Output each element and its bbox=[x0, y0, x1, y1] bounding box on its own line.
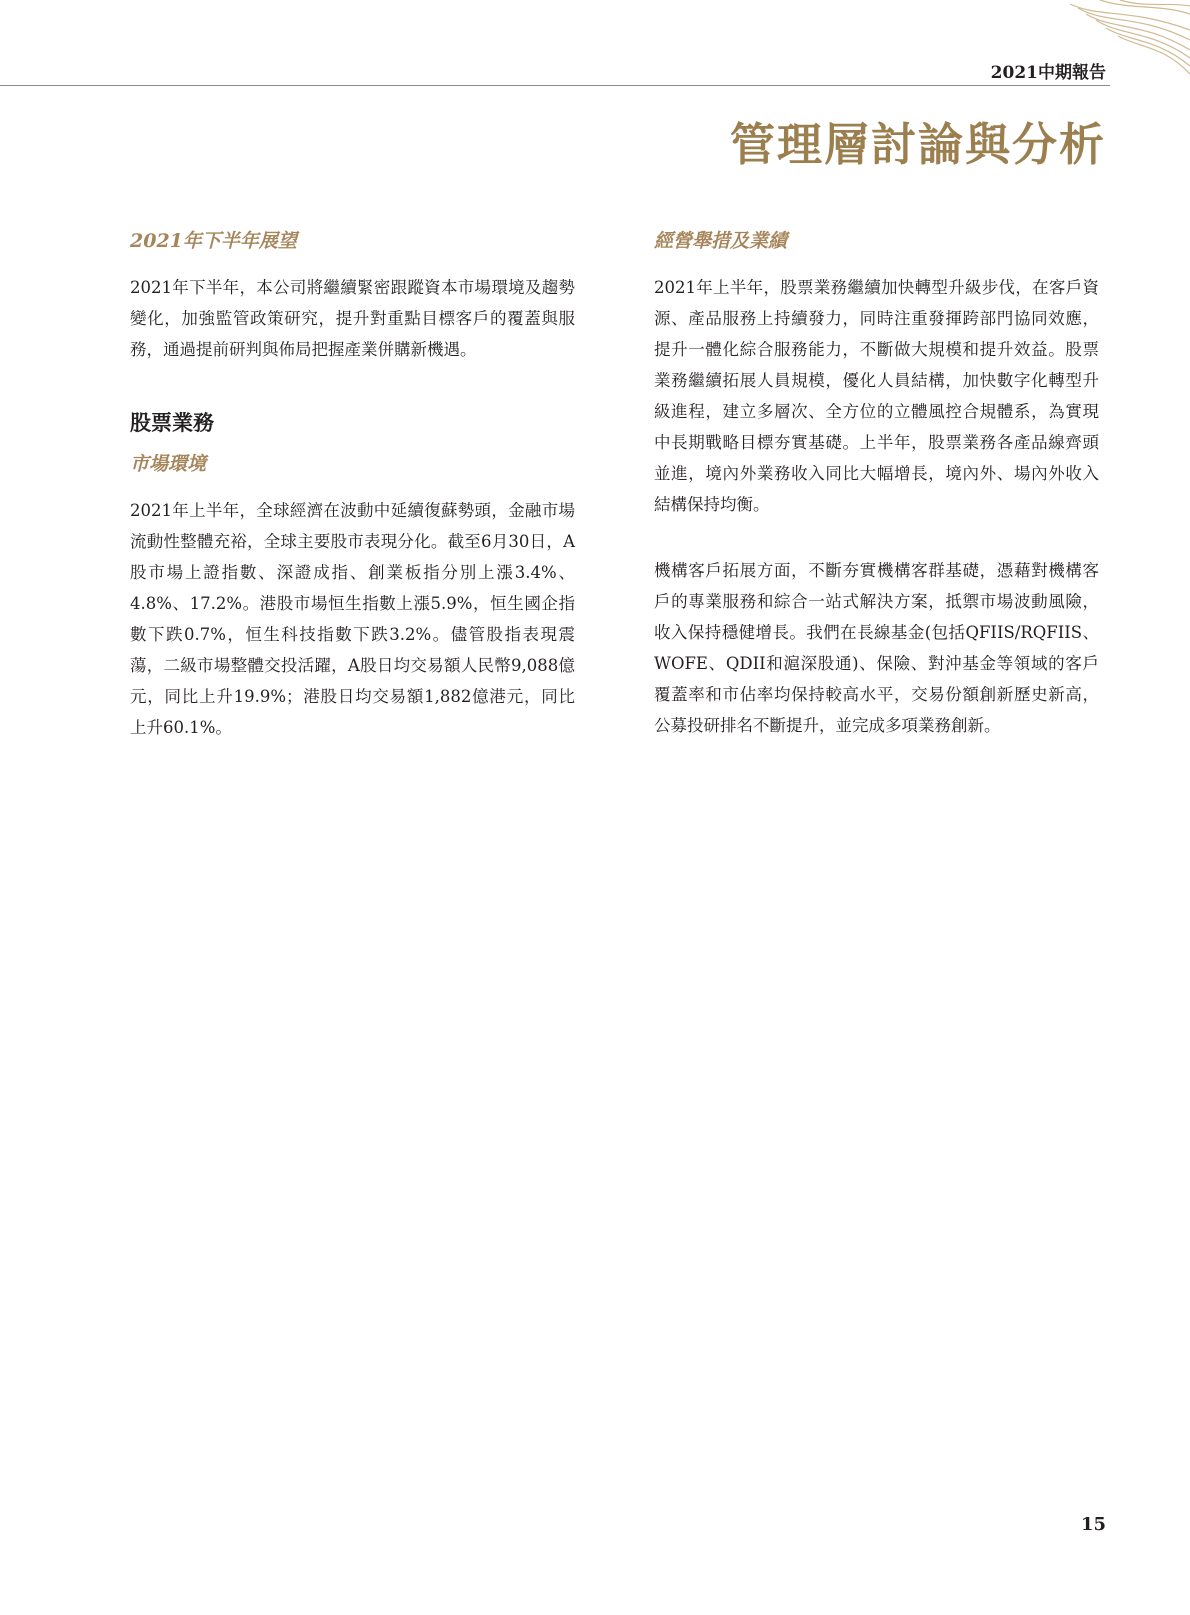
page-title: 管理層討論與分析 bbox=[729, 118, 1106, 171]
outlook-heading: 2021年下半年展望 bbox=[130, 230, 297, 252]
operations-paragraph-2: 機構客戶拓展方面，不斷夯實機構客群基礎，憑藉對機構客戶的專業服務和綜合一站式解決方案，抵禦市場波動風險，收入保持穩健增長。我們在長線基金(包括QFIIS/RQFIIS、WOFE、QDII和滬深股通)、保險、對沖基金等領域的客戶覆蓋率和市佔率均保持較高水平，交易份額創新歷史新高，公募投研排名不斷提升，並完成多項業務創新。 bbox=[654, 561, 1099, 735]
outlook-paragraph: 2021年下半年，本公司將繼續緊密跟蹤資本市場環境及趨勢變化，加強監管政策研究，提升對重點目標客戶的覆蓋與服務，通過提前研判與佈局把握產業併購新機遇。 bbox=[130, 278, 575, 359]
market-environment-paragraph: 2021年上半年，全球經濟在波動中延續復蘇勢頭，金融市場流動性整體充裕，全球主要股市表現分化。截至6月30日，A股市場上證指數、深證成指、創業板指分別上漲3.4%、4.8%、17.2%。港股市場恒生指數上漲5.9%，恒生國企指數下跌0.7%，恒生科技指數下跌3.2%。儘管股指表現震蕩，二級市場整體交投活躍，A股日均交易額人民幣9,088億元，同比上升19.9%；港股日均交易額1,882億港元，同比上升60.1%。 bbox=[130, 501, 575, 737]
operations-heading: 經營舉措及業績 bbox=[654, 230, 788, 252]
report-title: 2021中期報告 bbox=[990, 63, 1106, 83]
page-number: 15 bbox=[1080, 1514, 1106, 1535]
right-column bbox=[654, 228, 1099, 776]
market-environment-heading: 市場環境 bbox=[130, 453, 207, 475]
equity-business-heading: 股票業務 bbox=[130, 410, 214, 435]
left-column bbox=[130, 228, 575, 778]
header-divider bbox=[0, 85, 1110, 86]
operations-paragraph-1: 2021年上半年，股票業務繼續加快轉型升級步伐，在客戶資源、產品服務上持續發力，同時注重發揮跨部門協同效應，提升一體化綜合服務能力，不斷做大規模和提升效益。股票業務繼續拓展人員規模，優化人員結構，加快數字化轉型升級進程，建立多層次、全方位的立體風控合規體系，為實現中長期戰略目標夯實基礎。上半年，股票業務各產品線齊頭並進，境內外業務收入同比大幅增長，境內外、場內外收入結構保持均衡。 bbox=[654, 278, 1099, 514]
